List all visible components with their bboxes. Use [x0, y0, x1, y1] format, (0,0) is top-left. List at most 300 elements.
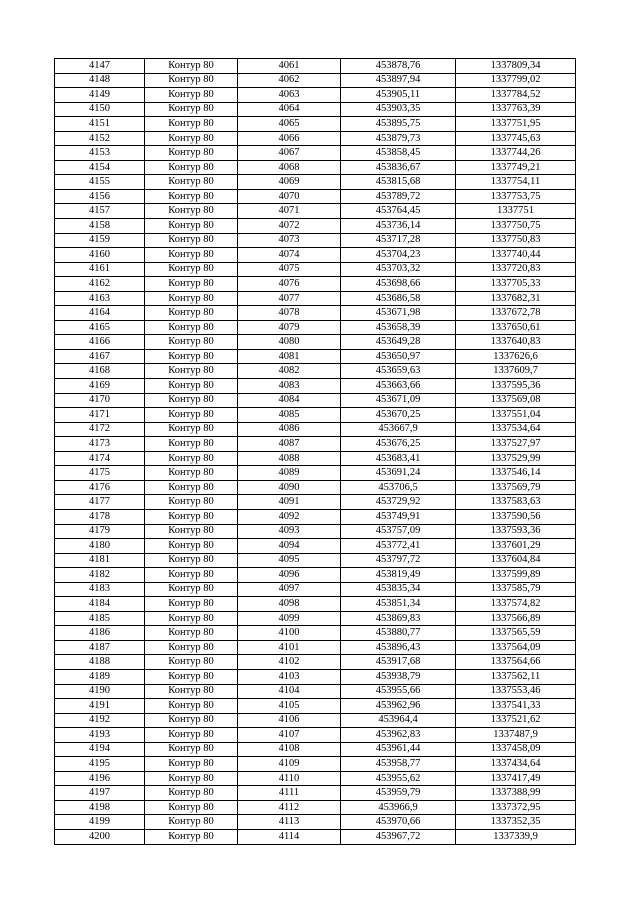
table-row: [55, 568, 576, 583]
x-coordinate-cell: 453917,68: [341, 655, 456, 670]
row-number-cell: 4168: [55, 364, 145, 379]
point-number-cell: 4094: [238, 539, 341, 554]
table-row: [55, 73, 576, 88]
table-row: [55, 59, 576, 74]
contour-name-cell: Контур 80: [145, 349, 238, 364]
point-number-cell: 4068: [238, 160, 341, 175]
point-number-cell: 4088: [238, 451, 341, 466]
x-coordinate-cell: 453717,28: [341, 233, 456, 248]
x-coordinate-cell: 453667,9: [341, 422, 456, 437]
point-number-cell: 4111: [238, 786, 341, 801]
y-coordinate-cell: 1337763,39: [456, 102, 576, 117]
table-row: [55, 175, 576, 190]
x-coordinate-cell: 453649,28: [341, 335, 456, 350]
point-number-cell: 4105: [238, 699, 341, 714]
x-coordinate-cell: 453764,45: [341, 204, 456, 219]
table-row: [55, 786, 576, 801]
row-number-cell: 4194: [55, 742, 145, 757]
row-number-cell: 4191: [55, 699, 145, 714]
row-number-cell: 4147: [55, 59, 145, 74]
row-number-cell: 4199: [55, 815, 145, 830]
row-number-cell: 4166: [55, 335, 145, 350]
contour-name-cell: Контур 80: [145, 59, 238, 74]
row-number-cell: 4165: [55, 320, 145, 335]
contour-name-cell: Контур 80: [145, 102, 238, 117]
point-number-cell: 4114: [238, 829, 341, 844]
table-row: [55, 655, 576, 670]
table-row: [55, 800, 576, 815]
point-number-cell: 4080: [238, 335, 341, 350]
table-row: [55, 248, 576, 263]
point-number-cell: 4109: [238, 757, 341, 772]
point-number-cell: 4107: [238, 728, 341, 743]
contour-name-cell: Контур 80: [145, 422, 238, 437]
contour-name-cell: Контур 80: [145, 73, 238, 88]
y-coordinate-cell: 1337750,83: [456, 233, 576, 248]
table-row: [55, 771, 576, 786]
table-row: [55, 713, 576, 728]
contour-name-cell: Контур 80: [145, 742, 238, 757]
table-row: [55, 88, 576, 103]
point-number-cell: 4077: [238, 291, 341, 306]
contour-name-cell: Контур 80: [145, 669, 238, 684]
y-coordinate-cell: 1337799,02: [456, 73, 576, 88]
table-row: [55, 306, 576, 321]
table-row: [55, 219, 576, 234]
point-number-cell: 4075: [238, 262, 341, 277]
contour-name-cell: Контур 80: [145, 626, 238, 641]
contour-name-cell: Контур 80: [145, 408, 238, 423]
table-row: [55, 160, 576, 175]
point-number-cell: 4099: [238, 611, 341, 626]
point-number-cell: 4098: [238, 597, 341, 612]
y-coordinate-cell: 1337562,11: [456, 669, 576, 684]
x-coordinate-cell: 453970,66: [341, 815, 456, 830]
x-coordinate-cell: 453958,77: [341, 757, 456, 772]
x-coordinate-cell: 453851,34: [341, 597, 456, 612]
y-coordinate-cell: 1337740,44: [456, 248, 576, 263]
row-number-cell: 4182: [55, 568, 145, 583]
y-coordinate-cell: 1337753,75: [456, 189, 576, 204]
contour-name-cell: Контур 80: [145, 524, 238, 539]
point-number-cell: 4104: [238, 684, 341, 699]
contour-name-cell: Контур 80: [145, 131, 238, 146]
row-number-cell: 4153: [55, 146, 145, 161]
x-coordinate-cell: 453650,97: [341, 349, 456, 364]
y-coordinate-cell: 1337604,84: [456, 553, 576, 568]
row-number-cell: 4156: [55, 189, 145, 204]
y-coordinate-cell: 1337352,35: [456, 815, 576, 830]
row-number-cell: 4183: [55, 582, 145, 597]
table-row: [55, 422, 576, 437]
point-number-cell: 4110: [238, 771, 341, 786]
row-number-cell: 4196: [55, 771, 145, 786]
contour-name-cell: Контур 80: [145, 146, 238, 161]
point-number-cell: 4072: [238, 219, 341, 234]
contour-name-cell: Контур 80: [145, 640, 238, 655]
point-number-cell: 4078: [238, 306, 341, 321]
point-number-cell: 4066: [238, 131, 341, 146]
x-coordinate-cell: 453691,24: [341, 466, 456, 481]
x-coordinate-cell: 453698,66: [341, 277, 456, 292]
x-coordinate-cell: 453658,39: [341, 320, 456, 335]
contour-name-cell: Контур 80: [145, 262, 238, 277]
y-coordinate-cell: 1337553,46: [456, 684, 576, 699]
row-number-cell: 4170: [55, 393, 145, 408]
y-coordinate-cell: 1337564,66: [456, 655, 576, 670]
point-number-cell: 4102: [238, 655, 341, 670]
row-number-cell: 4149: [55, 88, 145, 103]
table-row: [55, 277, 576, 292]
contour-name-cell: Контур 80: [145, 611, 238, 626]
x-coordinate-cell: 453671,98: [341, 306, 456, 321]
contour-name-cell: Контур 80: [145, 160, 238, 175]
contour-name-cell: Контур 80: [145, 175, 238, 190]
row-number-cell: 4152: [55, 131, 145, 146]
x-coordinate-cell: 453819,49: [341, 568, 456, 583]
point-number-cell: 4069: [238, 175, 341, 190]
table-row: [55, 102, 576, 117]
y-coordinate-cell: 1337750,75: [456, 219, 576, 234]
point-number-cell: 4061: [238, 59, 341, 74]
x-coordinate-cell: 453736,14: [341, 219, 456, 234]
table-row: [55, 437, 576, 452]
row-number-cell: 4187: [55, 640, 145, 655]
contour-name-cell: Контур 80: [145, 320, 238, 335]
point-number-cell: 4091: [238, 495, 341, 510]
contour-name-cell: Контур 80: [145, 219, 238, 234]
x-coordinate-cell: 453903,35: [341, 102, 456, 117]
x-coordinate-cell: 453676,25: [341, 437, 456, 452]
contour-name-cell: Контур 80: [145, 582, 238, 597]
x-coordinate-cell: 453967,72: [341, 829, 456, 844]
contour-name-cell: Контур 80: [145, 699, 238, 714]
row-number-cell: 4158: [55, 219, 145, 234]
row-number-cell: 4171: [55, 408, 145, 423]
contour-name-cell: Контур 80: [145, 277, 238, 292]
x-coordinate-cell: 453966,9: [341, 800, 456, 815]
y-coordinate-cell: 1337521,62: [456, 713, 576, 728]
contour-name-cell: Контур 80: [145, 815, 238, 830]
x-coordinate-cell: 453686,58: [341, 291, 456, 306]
y-coordinate-cell: 1337640,83: [456, 335, 576, 350]
row-number-cell: 4192: [55, 713, 145, 728]
table-row: [55, 509, 576, 524]
x-coordinate-cell: 453880,77: [341, 626, 456, 641]
point-number-cell: 4086: [238, 422, 341, 437]
y-coordinate-cell: 1337609,7: [456, 364, 576, 379]
x-coordinate-cell: 453729,92: [341, 495, 456, 510]
table-row: [55, 626, 576, 641]
x-coordinate-cell: 453955,66: [341, 684, 456, 699]
row-number-cell: 4175: [55, 466, 145, 481]
point-number-cell: 4070: [238, 189, 341, 204]
contour-name-cell: Контур 80: [145, 117, 238, 132]
point-number-cell: 4092: [238, 509, 341, 524]
x-coordinate-cell: 453815,68: [341, 175, 456, 190]
contour-name-cell: Контур 80: [145, 451, 238, 466]
table-row: [55, 495, 576, 510]
point-number-cell: 4095: [238, 553, 341, 568]
y-coordinate-cell: 1337599,89: [456, 568, 576, 583]
point-number-cell: 4101: [238, 640, 341, 655]
y-coordinate-cell: 1337650,61: [456, 320, 576, 335]
point-number-cell: 4082: [238, 364, 341, 379]
y-coordinate-cell: 1337744,26: [456, 146, 576, 161]
y-coordinate-cell: 1337564,09: [456, 640, 576, 655]
point-number-cell: 4073: [238, 233, 341, 248]
y-coordinate-cell: 1337458,09: [456, 742, 576, 757]
row-number-cell: 4179: [55, 524, 145, 539]
x-coordinate-cell: 453704,23: [341, 248, 456, 263]
point-number-cell: 4097: [238, 582, 341, 597]
point-number-cell: 4087: [238, 437, 341, 452]
row-number-cell: 4189: [55, 669, 145, 684]
x-coordinate-cell: 453663,66: [341, 379, 456, 394]
row-number-cell: 4151: [55, 117, 145, 132]
y-coordinate-cell: 1337601,29: [456, 539, 576, 554]
table-row: [55, 669, 576, 684]
contour-name-cell: Контур 80: [145, 713, 238, 728]
y-coordinate-cell: 1337745,63: [456, 131, 576, 146]
point-number-cell: 4079: [238, 320, 341, 335]
row-number-cell: 4181: [55, 553, 145, 568]
point-number-cell: 4083: [238, 379, 341, 394]
contour-name-cell: Контур 80: [145, 829, 238, 844]
table-row: [55, 146, 576, 161]
row-number-cell: 4172: [55, 422, 145, 437]
table-row: [55, 189, 576, 204]
contour-name-cell: Контур 80: [145, 480, 238, 495]
y-coordinate-cell: 1337720,83: [456, 262, 576, 277]
point-number-cell: 4090: [238, 480, 341, 495]
row-number-cell: 4155: [55, 175, 145, 190]
contour-name-cell: Контур 80: [145, 306, 238, 321]
row-number-cell: 4157: [55, 204, 145, 219]
y-coordinate-cell: 1337534,64: [456, 422, 576, 437]
y-coordinate-cell: 1337585,79: [456, 582, 576, 597]
y-coordinate-cell: 1337595,36: [456, 379, 576, 394]
table-row: [55, 379, 576, 394]
table-row: [55, 757, 576, 772]
table-row: [55, 349, 576, 364]
contour-name-cell: Контур 80: [145, 379, 238, 394]
row-number-cell: 4160: [55, 248, 145, 263]
point-number-cell: 4074: [238, 248, 341, 263]
y-coordinate-cell: 1337434,64: [456, 757, 576, 772]
x-coordinate-cell: 453858,45: [341, 146, 456, 161]
row-number-cell: 4180: [55, 539, 145, 554]
table-row: [55, 335, 576, 350]
coordinates-table: [54, 58, 576, 845]
x-coordinate-cell: 453836,67: [341, 160, 456, 175]
contour-name-cell: Контур 80: [145, 364, 238, 379]
contour-name-cell: Контур 80: [145, 335, 238, 350]
table-row: [55, 262, 576, 277]
row-number-cell: 4200: [55, 829, 145, 844]
x-coordinate-cell: 453964,4: [341, 713, 456, 728]
y-coordinate-cell: 1337487,9: [456, 728, 576, 743]
contour-name-cell: Контур 80: [145, 568, 238, 583]
point-number-cell: 4089: [238, 466, 341, 481]
y-coordinate-cell: 1337682,31: [456, 291, 576, 306]
contour-name-cell: Контур 80: [145, 248, 238, 263]
point-number-cell: 4093: [238, 524, 341, 539]
table-row: [55, 699, 576, 714]
row-number-cell: 4177: [55, 495, 145, 510]
table-row: [55, 597, 576, 612]
y-coordinate-cell: 1337626,6: [456, 349, 576, 364]
y-coordinate-cell: 1337672,78: [456, 306, 576, 321]
y-coordinate-cell: 1337541,33: [456, 699, 576, 714]
point-number-cell: 4065: [238, 117, 341, 132]
row-number-cell: 4197: [55, 786, 145, 801]
contour-name-cell: Контур 80: [145, 771, 238, 786]
y-coordinate-cell: 1337417,49: [456, 771, 576, 786]
point-number-cell: 4113: [238, 815, 341, 830]
x-coordinate-cell: 453962,96: [341, 699, 456, 714]
x-coordinate-cell: 453703,32: [341, 262, 456, 277]
x-coordinate-cell: 453757,09: [341, 524, 456, 539]
row-number-cell: 4193: [55, 728, 145, 743]
row-number-cell: 4150: [55, 102, 145, 117]
y-coordinate-cell: 1337551,04: [456, 408, 576, 423]
y-coordinate-cell: 1337754,11: [456, 175, 576, 190]
row-number-cell: 4190: [55, 684, 145, 699]
y-coordinate-cell: 1337590,56: [456, 509, 576, 524]
table-row: [55, 364, 576, 379]
row-number-cell: 4174: [55, 451, 145, 466]
point-number-cell: 4100: [238, 626, 341, 641]
row-number-cell: 4154: [55, 160, 145, 175]
contour-name-cell: Контур 80: [145, 291, 238, 306]
y-coordinate-cell: 1337751,95: [456, 117, 576, 132]
contour-name-cell: Контур 80: [145, 684, 238, 699]
y-coordinate-cell: 1337569,79: [456, 480, 576, 495]
y-coordinate-cell: 1337583,63: [456, 495, 576, 510]
table-row: [55, 233, 576, 248]
row-number-cell: 4164: [55, 306, 145, 321]
x-coordinate-cell: 453938,79: [341, 669, 456, 684]
y-coordinate-cell: 1337784,52: [456, 88, 576, 103]
y-coordinate-cell: 1337809,34: [456, 59, 576, 74]
point-number-cell: 4108: [238, 742, 341, 757]
contour-name-cell: Контур 80: [145, 800, 238, 815]
x-coordinate-cell: 453797,72: [341, 553, 456, 568]
x-coordinate-cell: 453878,76: [341, 59, 456, 74]
table-row: [55, 539, 576, 554]
row-number-cell: 4195: [55, 757, 145, 772]
x-coordinate-cell: 453895,75: [341, 117, 456, 132]
table-row: [55, 829, 576, 844]
x-coordinate-cell: 453961,44: [341, 742, 456, 757]
table-row: [55, 204, 576, 219]
contour-name-cell: Контур 80: [145, 88, 238, 103]
y-coordinate-cell: 1337339,9: [456, 829, 576, 844]
point-number-cell: 4103: [238, 669, 341, 684]
row-number-cell: 4185: [55, 611, 145, 626]
point-number-cell: 4085: [238, 408, 341, 423]
contour-name-cell: Контур 80: [145, 757, 238, 772]
point-number-cell: 4076: [238, 277, 341, 292]
contour-name-cell: Контур 80: [145, 539, 238, 554]
y-coordinate-cell: 1337565,59: [456, 626, 576, 641]
contour-name-cell: Контур 80: [145, 597, 238, 612]
x-coordinate-cell: 453772,41: [341, 539, 456, 554]
y-coordinate-cell: 1337705,33: [456, 277, 576, 292]
point-number-cell: 4062: [238, 73, 341, 88]
table-row: [55, 408, 576, 423]
contour-name-cell: Контур 80: [145, 189, 238, 204]
x-coordinate-cell: 453959,79: [341, 786, 456, 801]
y-coordinate-cell: 1337527,97: [456, 437, 576, 452]
row-number-cell: 4148: [55, 73, 145, 88]
x-coordinate-cell: 453869,83: [341, 611, 456, 626]
point-number-cell: 4064: [238, 102, 341, 117]
y-coordinate-cell: 1337388,99: [456, 786, 576, 801]
table-row: [55, 320, 576, 335]
y-coordinate-cell: 1337529,99: [456, 451, 576, 466]
row-number-cell: 4163: [55, 291, 145, 306]
row-number-cell: 4186: [55, 626, 145, 641]
x-coordinate-cell: 453962,83: [341, 728, 456, 743]
table-row: [55, 611, 576, 626]
row-number-cell: 4198: [55, 800, 145, 815]
x-coordinate-cell: 453749,91: [341, 509, 456, 524]
y-coordinate-cell: 1337546,14: [456, 466, 576, 481]
x-coordinate-cell: 453789,72: [341, 189, 456, 204]
contour-name-cell: Контур 80: [145, 437, 238, 452]
x-coordinate-cell: 453706,5: [341, 480, 456, 495]
x-coordinate-cell: 453670,25: [341, 408, 456, 423]
x-coordinate-cell: 453659,63: [341, 364, 456, 379]
table-row: [55, 131, 576, 146]
contour-name-cell: Контур 80: [145, 509, 238, 524]
x-coordinate-cell: 453683,41: [341, 451, 456, 466]
y-coordinate-cell: 1337749,21: [456, 160, 576, 175]
table-row: [55, 684, 576, 699]
contour-name-cell: Контур 80: [145, 728, 238, 743]
contour-name-cell: Контур 80: [145, 553, 238, 568]
contour-name-cell: Контур 80: [145, 655, 238, 670]
row-number-cell: 4169: [55, 379, 145, 394]
table-row: [55, 728, 576, 743]
contour-name-cell: Контур 80: [145, 204, 238, 219]
contour-name-cell: Контур 80: [145, 466, 238, 481]
table-row: [55, 451, 576, 466]
point-number-cell: 4106: [238, 713, 341, 728]
contour-name-cell: Контур 80: [145, 233, 238, 248]
row-number-cell: 4184: [55, 597, 145, 612]
y-coordinate-cell: 1337566,89: [456, 611, 576, 626]
point-number-cell: 4084: [238, 393, 341, 408]
table-row: [55, 582, 576, 597]
x-coordinate-cell: 453897,94: [341, 73, 456, 88]
x-coordinate-cell: 453835,34: [341, 582, 456, 597]
x-coordinate-cell: 453879,73: [341, 131, 456, 146]
table-row: [55, 480, 576, 495]
contour-name-cell: Контур 80: [145, 495, 238, 510]
point-number-cell: 4112: [238, 800, 341, 815]
y-coordinate-cell: 1337569,08: [456, 393, 576, 408]
row-number-cell: 4162: [55, 277, 145, 292]
y-coordinate-cell: 1337372,95: [456, 800, 576, 815]
row-number-cell: 4159: [55, 233, 145, 248]
x-coordinate-cell: 453955,62: [341, 771, 456, 786]
row-number-cell: 4178: [55, 509, 145, 524]
x-coordinate-cell: 453905,11: [341, 88, 456, 103]
x-coordinate-cell: 453671,09: [341, 393, 456, 408]
